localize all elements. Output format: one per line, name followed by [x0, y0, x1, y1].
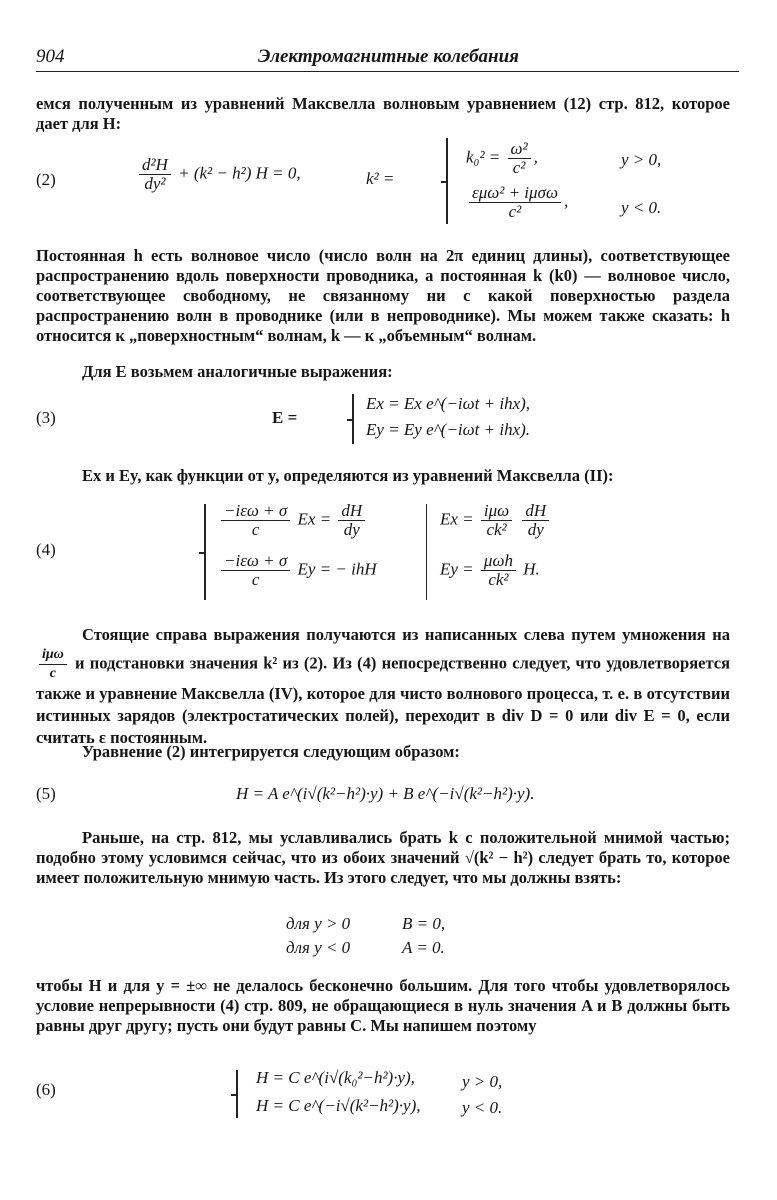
equation-label: (4): [36, 540, 56, 559]
paragraph-7: Раньше, на стр. 812, мы уславливались брать k с положительной мнимой частью; подобно этому условимся сейчас, что из обоих значений √(k² − h²) следует брать то, которое имеет положительную мнимую часть. Из этого следует, что мы должны взять:: [36, 828, 730, 887]
left-brace: [204, 504, 206, 600]
equation-6: [36, 1066, 730, 1122]
paragraph-1: емся полученным из уравнений Максвелла волновым уравнением (12) стр. 812, которое дает для H:: [36, 94, 730, 133]
paragraph-3: Для E возьмем аналогичные выражения:: [82, 362, 393, 381]
left-brace: [446, 138, 448, 224]
paragraph-2: Постоянная h есть волновое число (число волн на 2π единиц длины), соответствующее распространению вдоль поверхности проводника, а постоянная k (k0) — волновое число, соответствующее свободному, не связанному ни с какой поверхностью раздела распространению волн в проводнике (или в непроводнике). Мы можем также сказать: h относится к „поверхностным“ волнам, k — к „объемным“ волнам.: [36, 246, 730, 345]
eq4-right-line-1: Ex = $\frac{\text{iμω}}{\text{ck²}}$ $\frac{dH}{dy}$: [440, 502, 552, 539]
eq2-lhs: $\frac{\text{d²H}}{\text{dy²}}$ + (k² − h²) H = 0,: [136, 156, 301, 193]
eq3-line-2: Ey = Ey e^(−iωt + ihx).: [366, 420, 531, 439]
equation-5: [36, 780, 730, 810]
eq4-left-line-1: $\frac{\text{−iεω + σ}}{c}$ Ex = $\frac{dH}{dy}$: [218, 502, 368, 539]
eq2-case-1-condition: y > 0,: [621, 150, 662, 169]
header-rule: [36, 71, 739, 72]
eq2-case-2: $\frac{\text{εμω² + iμσω}}{\text{c²}}$ ,: [466, 184, 568, 221]
eq2-case-1: k₀² = $\frac{\text{ω²}}{\text{c²}}$ ,: [466, 139, 538, 177]
condition-2-right: A = 0.: [402, 938, 445, 957]
paragraph-5: Стоящие справа выражения получаются из написанных слева путем умножения на $\frac{\text{iμω}}{c}$ и подстановки значения k² из (2). Из (4) непосредственно следует, что удовлетворяется также и уравнение Максвелла (IV), которое для чисто волнового процесса, т. е. в отсутствии истинных зарядов (электростатических полей), переходит в div D = 0 или div E = 0, если считать ε постоянным.: [36, 625, 731, 747]
condition-1-right: B = 0,: [402, 914, 446, 933]
equation-label: (3): [36, 408, 56, 427]
paragraph-4: Ex и Ey, как функции от y, определяются из уравнений Максвелла (II):: [82, 466, 614, 485]
equation-2: [36, 136, 730, 228]
condition-1-left: для y > 0: [286, 914, 351, 933]
paragraph-6: Уравнение (2) интегрируется следующим образом:: [82, 742, 460, 761]
eq2-k2: k² =: [366, 169, 395, 188]
equation-label: (6): [36, 1080, 56, 1099]
eq2-case-2-condition: y < 0.: [621, 198, 662, 217]
eq4-left-line-2: $\frac{\text{−iεω + σ}}{c}$ Ey = − ihH: [218, 552, 377, 589]
condition-2-left: для y < 0: [286, 938, 351, 957]
page-header: [36, 44, 741, 70]
running-title: Электромагнитные колебания: [258, 46, 519, 67]
equation-3: [36, 392, 730, 446]
eq3-lhs: E =: [272, 408, 298, 427]
eq5-body: H = A e^(i√(k²−h²)·y) + B e^(−i√(k²−h²)·y).: [236, 784, 535, 803]
eq6-line-2: H = C e^(−i√(k²−h²)·y),: [256, 1096, 421, 1115]
left-brace: [236, 1070, 238, 1118]
page-number: 904: [36, 46, 65, 67]
separator-bar: [426, 504, 427, 600]
equation-4: [36, 500, 730, 604]
boundary-conditions: [36, 912, 730, 960]
eq6-line-1: H = C e^(i√(k₀²−h²)·y),: [256, 1068, 415, 1087]
eq6-line-1-condition: y > 0,: [462, 1072, 503, 1091]
paragraph-8: чтобы H и для y = ±∞ не делалось бесконечно большим. Для того чтобы удовлетворялось условие непрерывности (4) стр. 809, не обращающиеся в нуль значения A и B должны быть равны друг другу; пусть они будут равны C. Мы напишем поэтому: [36, 976, 730, 1035]
equation-label: (5): [36, 784, 56, 803]
eq6-line-2-condition: y < 0.: [462, 1098, 503, 1117]
left-brace: [352, 394, 354, 444]
eq4-right-line-2: Ey = $\frac{\text{μωh}}{\text{ck²}}$ H.: [440, 551, 540, 589]
eq3-line-1: Ex = Ex e^(−iωt + ihx),: [366, 394, 531, 413]
equation-label: (2): [36, 170, 56, 189]
